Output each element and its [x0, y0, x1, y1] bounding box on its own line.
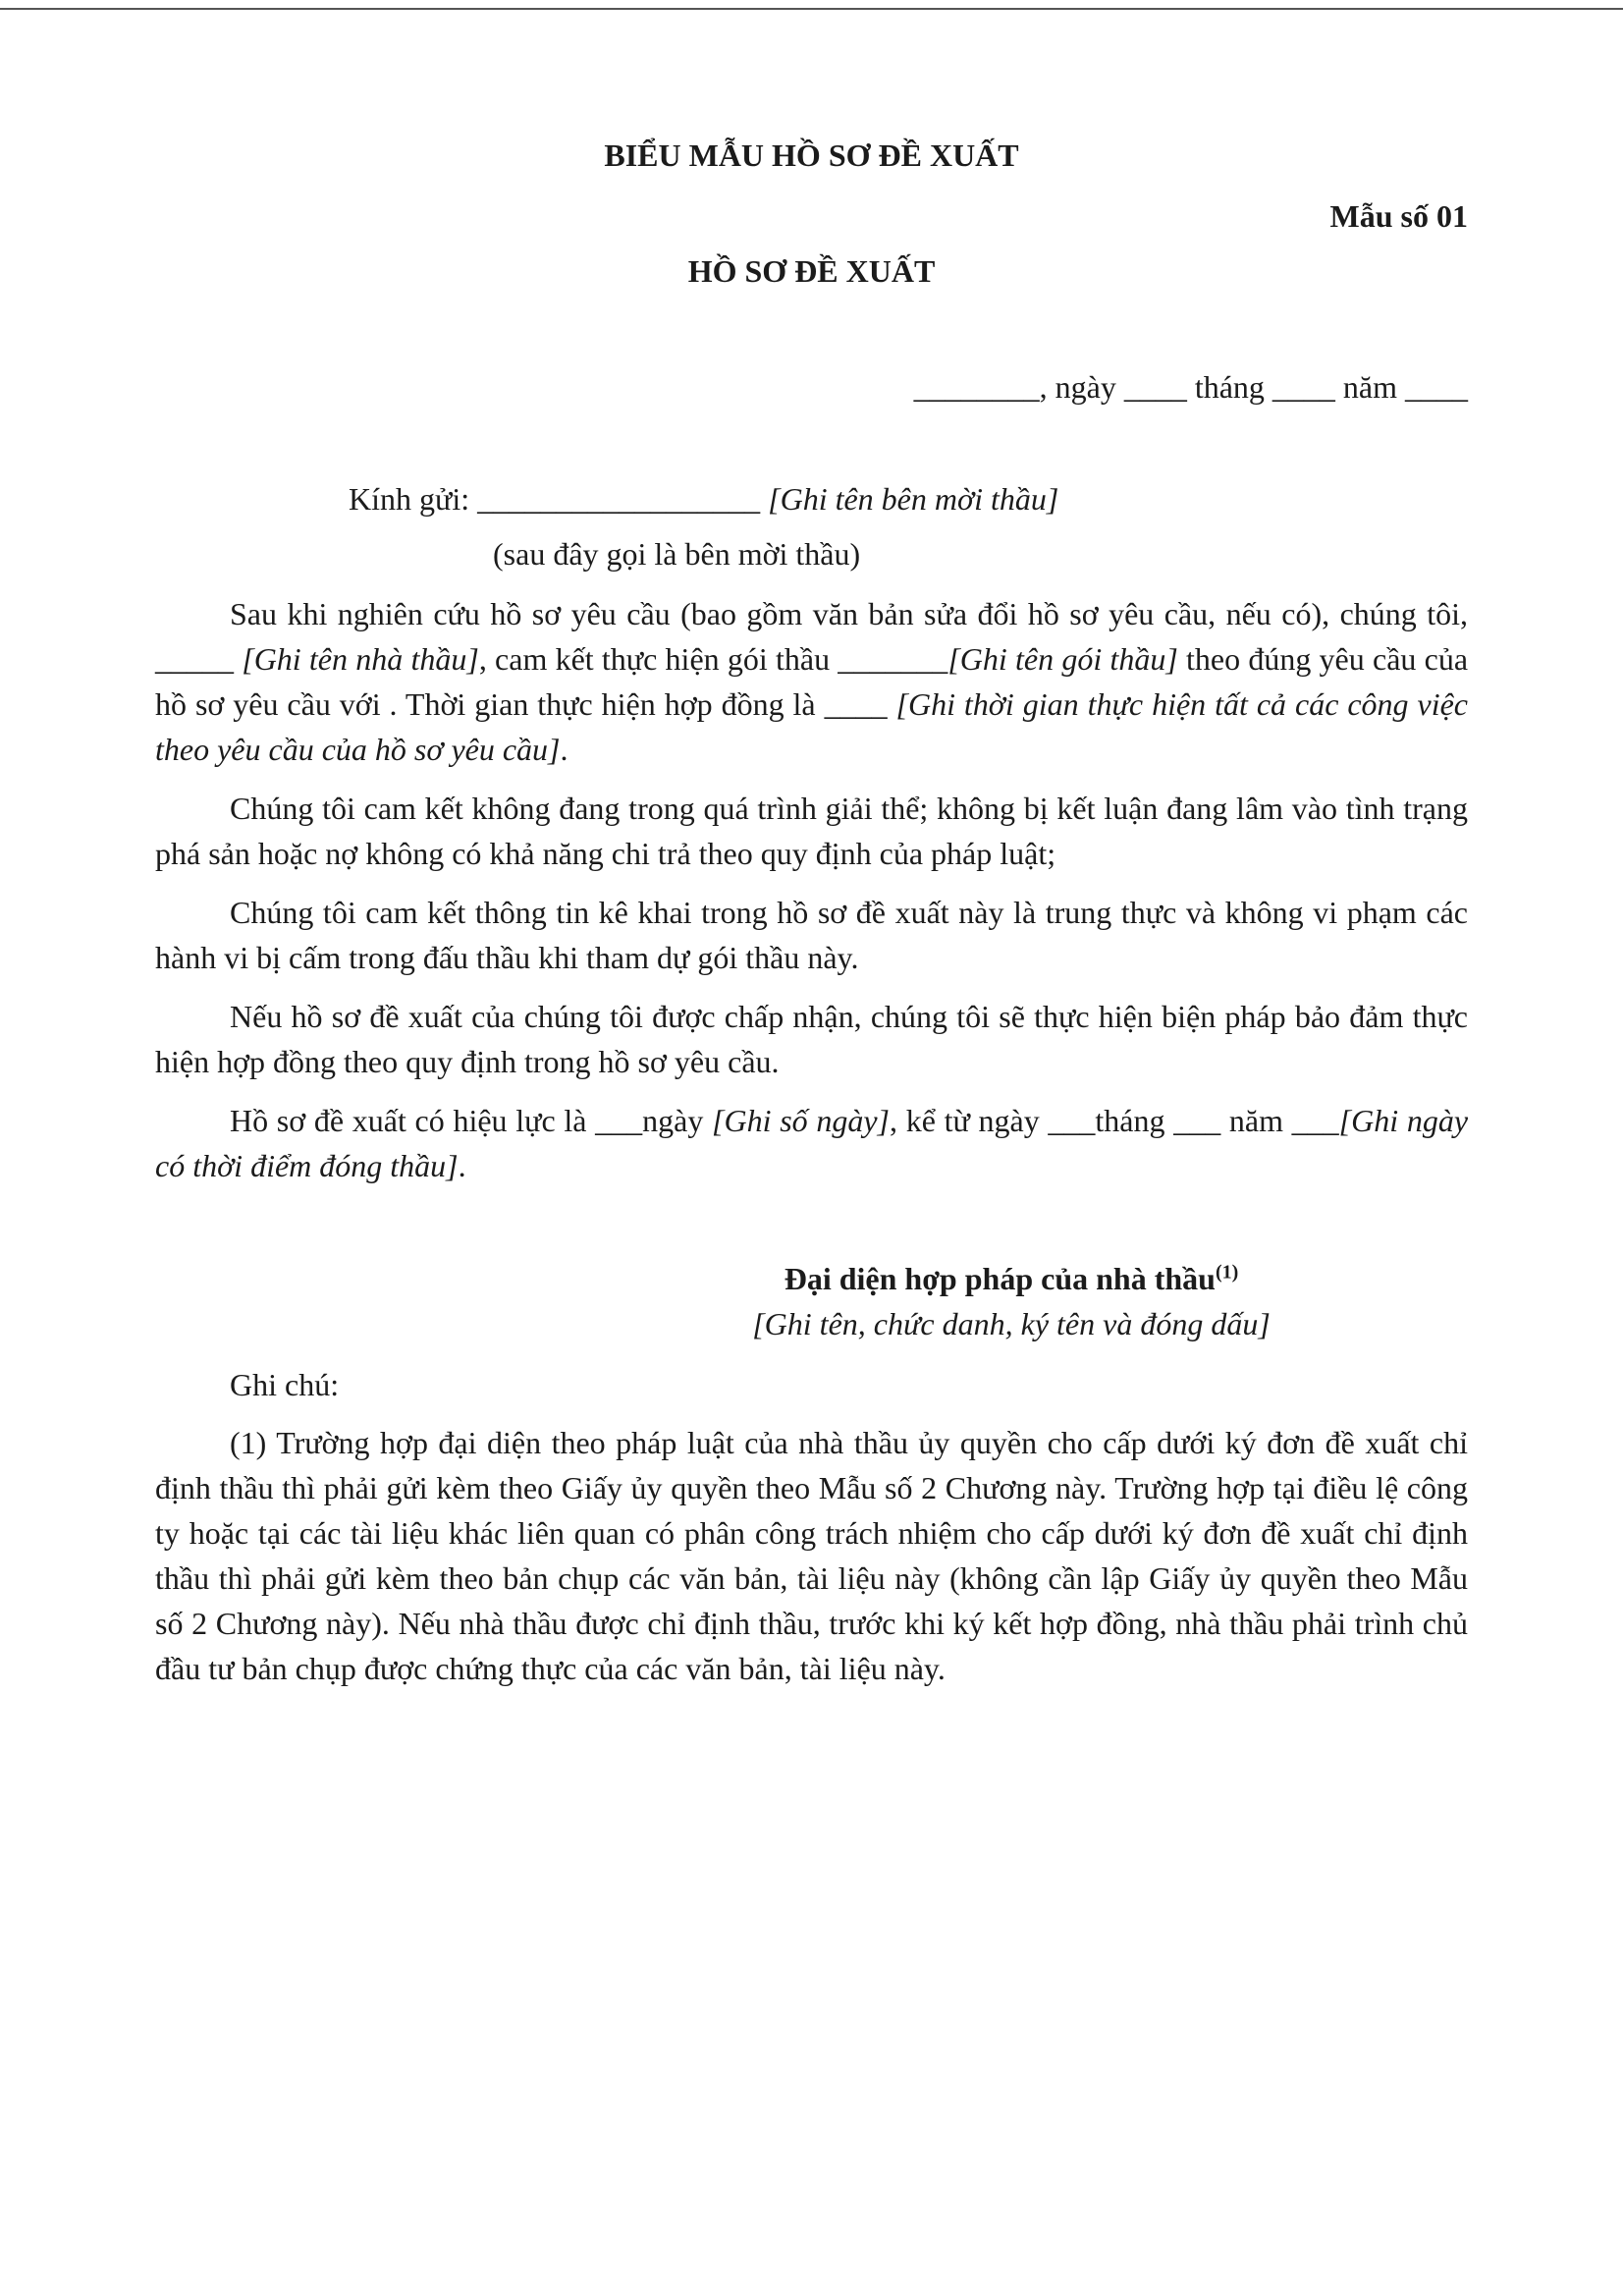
month-label: tháng: [1194, 369, 1265, 405]
p1-text-d: .: [560, 732, 568, 767]
p1-hint-package: [Ghi tên gói thầu]: [947, 641, 1178, 677]
recipient-label: Kính gửi:: [349, 481, 470, 517]
paragraph-guarantee: Nếu hồ sơ đề xuất của chúng tôi được chấp nhận, chúng tôi sẽ thực hiện biện pháp bảo đảm thực hiện hợp đồng theo quy định trong hồ sơ yêu cầu.: [155, 999, 1468, 1079]
year-label: năm: [1342, 369, 1397, 405]
document-title: BIỂU MẪU HỒ SƠ ĐỀ XUẤT: [604, 137, 1019, 173]
day-label: , ngày: [1039, 369, 1116, 405]
paragraph-dissolution: Chúng tôi cam kết không đang trong quá trình giải thể; không bị kết luận đang lâm vào tình trạng phá sản hoặc nợ không có khả năng chi trả theo quy định của pháp luật;: [155, 791, 1468, 871]
signature-hint: [Ghi tên, chức danh, ký tên và đóng dấu]: [752, 1306, 1271, 1341]
year-blank: ____: [1405, 369, 1468, 405]
footnote-mark: (1): [1215, 1261, 1239, 1284]
p1-hint-duration: [Ghi thời gian thực hiện tất cả các công việc theo yêu cầu của hồ sơ yêu cầu]: [155, 686, 1469, 767]
recipient-line: [349, 481, 1058, 518]
form-number: Mẫu số 01: [1329, 198, 1468, 234]
p5-text-a: Hồ sơ đề xuất có hiệu lực là ___ngày: [230, 1103, 713, 1138]
place-blank: ________: [913, 369, 1040, 405]
p5-text-b: , kể từ ngày ___tháng ___ năm ___: [890, 1103, 1339, 1138]
recipient-sub: (sau đây gọi là bên mời thầu): [493, 536, 861, 572]
p5-hint-days: [Ghi số ngày]: [712, 1103, 890, 1138]
date-line: [914, 369, 1468, 406]
p1-text-a: Sau khi nghiên cứu hồ sơ yêu cầu (bao gồm văn bản sửa đổi hồ sơ yêu cầu, nếu có), chúng tôi, _____: [155, 596, 1468, 677]
p5-hint-closing-date: [Ghi ngày có thời điểm đóng thầu]: [155, 1103, 1469, 1183]
signature-title-text: Đại diện hợp pháp của nhà thầu: [784, 1261, 1216, 1296]
signature-title: [746, 1261, 1276, 1297]
recipient-hint: [Ghi tên bên mời thầu]: [768, 481, 1059, 517]
note-1: (1) Trường hợp đại diện theo pháp luật của nhà thầu ủy quyền cho cấp dưới ký đơn đề xuất chỉ định thầu thì phải gửi kèm theo Giấy ủy quyền theo Mẫu số 2 Chương này. Trường hợp tại điều lệ công ty hoặc tại các tài liệu khác liên quan có phân công trách nhiệm cho cấp dưới ký đơn đề xuất chỉ định thầu thì phải gửi kèm theo bản chụp các văn bản, tài liệu này (không cần lập Giấy ủy quyền theo Mẫu số 2 Chương này). Nếu nhà thầu được chỉ định thầu, trước khi ký kết hợp đồng, nhà thầu phải trình chủ đầu tư bản chụp được chứng thực của các văn bản, tài liệu này.: [155, 1425, 1468, 1686]
paragraph-honesty: Chúng tôi cam kết thông tin kê khai trong hồ sơ đề xuất này là trung thực và không vi phạm các hành vi bị cấm trong đấu thầu khi tham dự gói thầu này.: [155, 895, 1468, 975]
top-border-rule: [0, 8, 1623, 10]
recipient-blank: __________________: [477, 481, 761, 517]
month-blank: ____: [1271, 369, 1335, 405]
p1-text-c: theo đúng yêu cầu của hồ sơ yêu cầu với . Thời gian thực hiện hợp đồng là ____: [155, 641, 1469, 722]
document-subtitle: HỒ SƠ ĐỀ XUẤT: [687, 253, 936, 289]
p5-text-c: .: [458, 1148, 466, 1183]
p1-text-b: , cam kết thực hiện gói thầu _______: [478, 641, 948, 677]
p1-hint-contractor: [Ghi tên nhà thầu]: [242, 641, 479, 677]
paragraph-validity: [155, 1098, 1468, 1188]
day-blank: ____: [1123, 369, 1187, 405]
notes-label: Ghi chú:: [230, 1367, 340, 1402]
paragraph-commitment: [155, 591, 1468, 772]
